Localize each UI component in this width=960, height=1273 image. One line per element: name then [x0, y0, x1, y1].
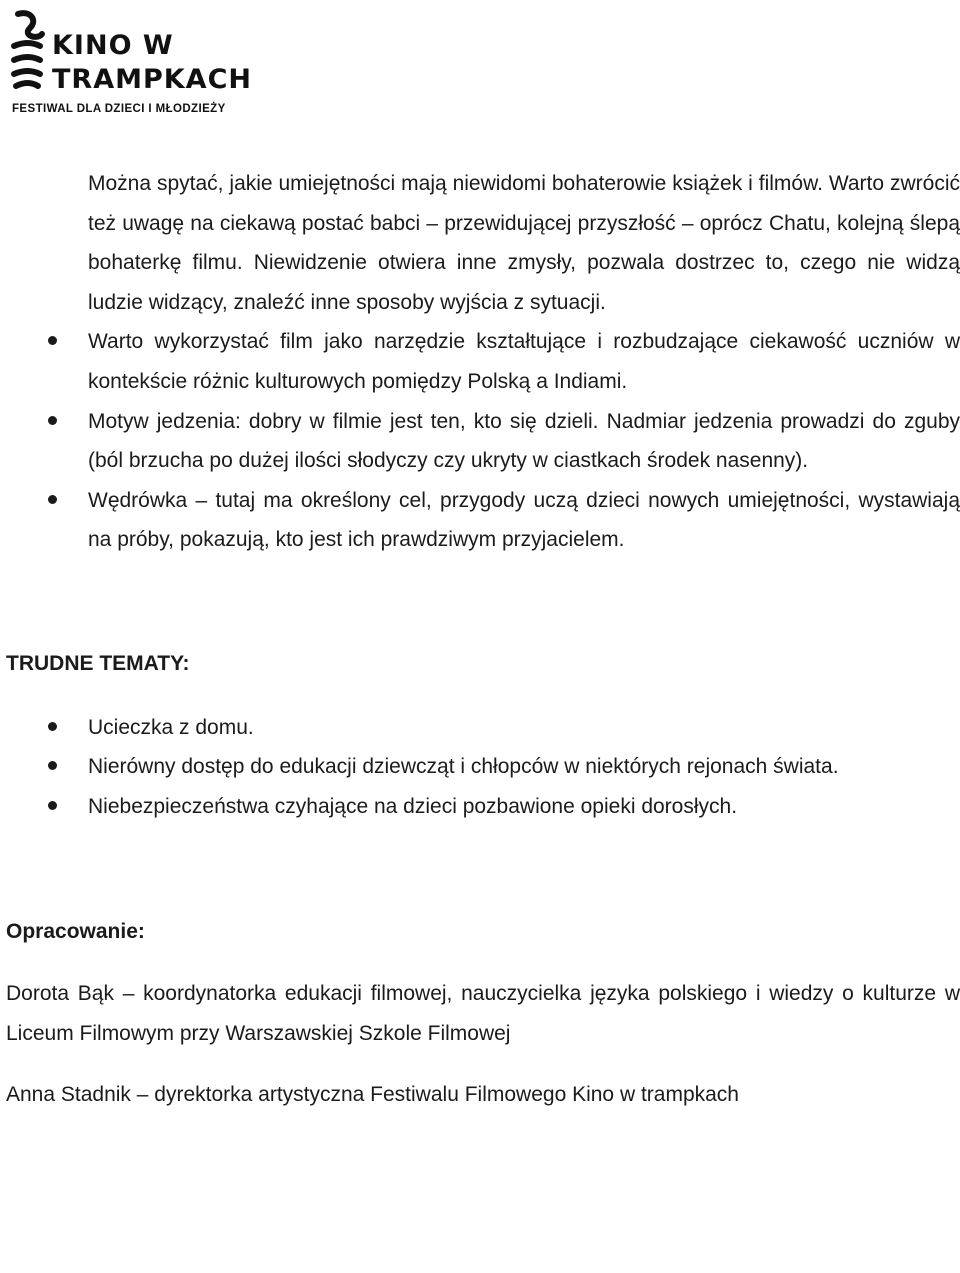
list-item: Niebezpieczeństwa czyhające na dzieci pozbawione opieki dorosłych.: [0, 787, 960, 827]
logo-subtitle: FESTIWAL DLA DZIECI I MŁODZIEŻY: [12, 103, 226, 115]
document-body: [0, 164, 960, 1115]
festival-logo: [8, 6, 252, 124]
list-item: Warto wykorzystać film jako narzędzie kształtujące i rozbudzające ciekawość uczniów w kontekście różnic kulturowych pomiędzy Polską a Indiami.: [0, 322, 960, 401]
author-entry: Dorota Bąk – koordynatorka edukacji filmowej, nauczycielka języka polskiego i wiedzy o kulturze w Liceum Filmowym przy Warszawskiej Szkole Filmowej: [6, 981, 960, 1045]
logo-title-line1: KINO W: [52, 30, 174, 61]
list-item: Motyw jedzenia: dobry w filmie jest ten, kto się dzieli. Nadmiar jedzenia prowadzi do zguby (ból brzucha po dużej ilości słodyczy czy ukryty w ciastkach środek nasenny).: [0, 402, 960, 481]
list-item: Wędrówka – tutaj ma określony cel, przygody uczą dzieci nowych umiejętności, wystawiają na próby, pokazują, kto jest ich prawdziwym przyjacielem.: [0, 481, 960, 560]
section-heading-opracowanie: Opracowanie:: [6, 920, 145, 944]
list-item: Ucieczka z domu.: [0, 708, 960, 748]
list-item: Nierówny dostęp do edukacji dziewcząt i chłopców w niektórych rejonach świata.: [0, 747, 960, 787]
bullet-list-trudne: [0, 708, 960, 827]
bullet-list-top: [0, 322, 960, 560]
author-entry: Anna Stadnik – dyrektorka artystyczna Festiwalu Filmowego Kino w trampkach: [6, 1083, 739, 1107]
section-heading-trudne: TRUDNE TEMATY:: [6, 651, 190, 675]
intro-paragraph: Można spytać, jakie umiejętności mają niewidomi bohaterowie książek i filmów. Warto zwrócić też uwagę na ciekawą postać babci – przewidującej przyszłość – oprócz Chatu, kolejną ślepą bohaterkę filmu. Niewidzenie otwiera inne zmysły, pozwala dostrzec to, czego nie widzą ludzie widzący, znaleźć inne sposoby wyjścia z sytuacji.: [88, 172, 960, 314]
logo-title-line2: TRAMPKACH: [52, 64, 252, 95]
